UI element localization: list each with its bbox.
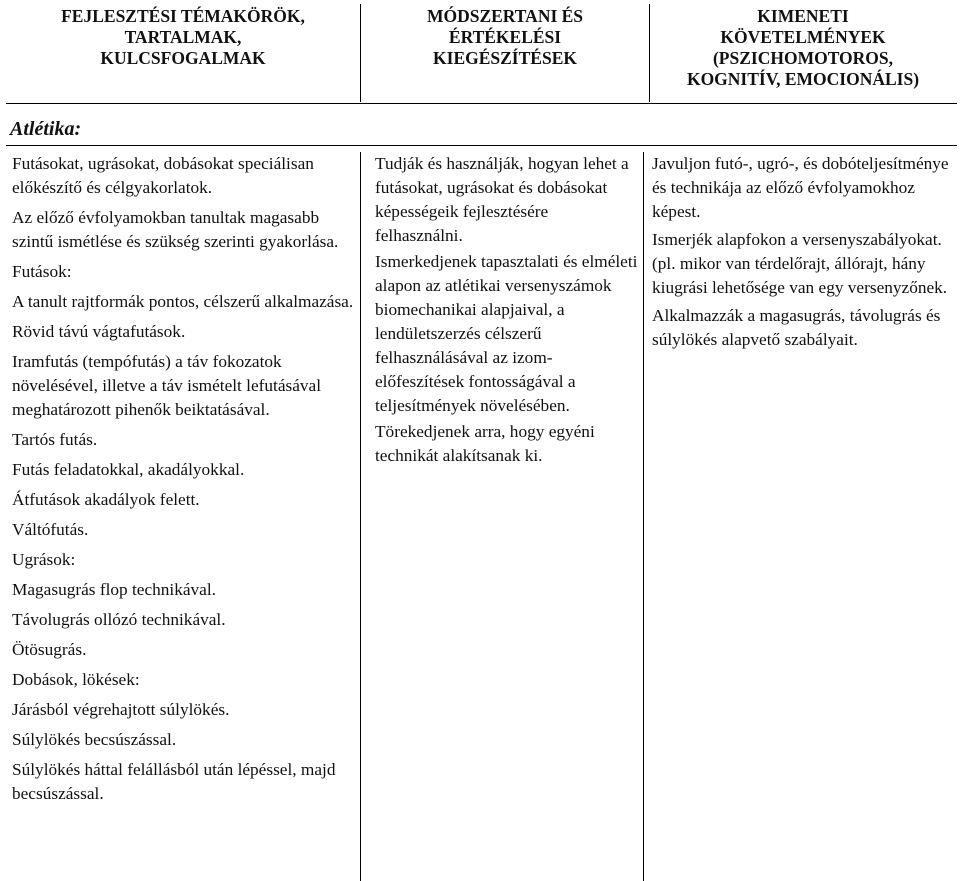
topic-item: Súlylökés becsúszással. xyxy=(12,730,177,749)
header-topics-line: KULCSFOGALMAK xyxy=(100,48,266,68)
topic-item: Ötösugrás. xyxy=(12,640,87,659)
topic-item: Futásokat, ugrásokat, dobásokat speciálisan előkészítő és célgyakorlatok. xyxy=(12,154,314,197)
topic-subheading: Dobások, lökések: xyxy=(12,670,140,689)
outcomes-column xyxy=(644,152,956,356)
header-methods xyxy=(360,4,650,102)
section-title: Atlétika: xyxy=(10,118,82,140)
method-item: Tudják és használják, hogyan lehet a futásokat, ugrásokat és dobásokat képességeik fejlesztésére felhasználni. xyxy=(375,154,629,245)
topic-item: Futás feladatokkal, akadályokkal. xyxy=(12,460,245,479)
topic-subheading: Ugrások: xyxy=(12,550,76,569)
outcome-item: Alkalmazzák a magasugrás, távolugrás és súlylökés alapvető szabályait. xyxy=(652,306,941,349)
table-header xyxy=(6,4,956,102)
outcome-item: Ismerjék alapfokon a versenyszabályokat. (pl. mikor van térdelőrajt, állórajt, hány kiugrási lehetősége van egy versenyzőnek. xyxy=(652,230,948,297)
topic-item: Váltófutás. xyxy=(12,520,89,539)
topic-item: Magasugrás flop technikával. xyxy=(12,580,216,599)
topic-item: Rövid távú vágtafutások. xyxy=(12,322,186,341)
topic-item: Távolugrás ollózó technikával. xyxy=(12,610,226,629)
topic-item: Iramfutás (tempófutás) a táv fokozatok növelésével, illetve a táv ismételt lefutásával meghatározott pihenők beiktatásával. xyxy=(12,352,322,419)
header-topics-line: FEJLESZTÉSI TÉMAKÖRÖK, xyxy=(61,6,305,26)
topic-item: Súlylökés háttal felállásból után lépéssel, majd becsúszással. xyxy=(12,760,336,803)
outcome-item: Javuljon futó-, ugró-, és dobóteljesítménye és technikája az előző évfolyamokhoz képest. xyxy=(652,154,949,221)
topic-item: A tanult rajtformák pontos, célszerű alkalmazása. xyxy=(12,292,354,311)
header-outcomes-line: (PSZICHOMOTOROS, xyxy=(712,48,894,68)
header-divider xyxy=(6,103,957,104)
header-outcomes-line: KOGNITÍV, EMOCIONÁLIS) xyxy=(686,69,920,89)
header-methods-line: ÉRTÉKELÉSI xyxy=(448,27,562,47)
header-outcomes-line: KIMENETI xyxy=(757,6,849,26)
method-item: Törekedjenek arra, hogy egyéni technikát alakítsanak ki. xyxy=(375,422,595,465)
topics-column xyxy=(6,152,360,881)
methods-column xyxy=(360,152,644,881)
header-methods-line: MÓDSZERTANI ÉS xyxy=(426,6,584,26)
topic-subheading: Futások: xyxy=(12,262,72,281)
topic-item: Járásból végrehajtott súlylökés. xyxy=(12,700,230,719)
header-outcomes xyxy=(650,4,956,102)
header-outcomes-line: KÖVETELMÉNYEK xyxy=(720,27,886,47)
section-divider xyxy=(6,145,957,146)
method-item: Ismerkedjenek tapasztalati és elméleti alapon az atlétikai versenyszámok biomechanikai alapjaival, a lendületszerzés célszerű felhasználásával az izom-előfeszítések fontosságával a teljesítmények növelésében. xyxy=(375,252,638,415)
topic-item: Tartós futás. xyxy=(12,430,98,449)
topic-item: Átfutások akadályok felett. xyxy=(12,490,200,509)
header-topics-line: TARTALMAK, xyxy=(124,27,242,47)
header-topics xyxy=(6,4,360,102)
header-methods-line: KIEGÉSZÍTÉSEK xyxy=(433,48,577,68)
topic-item: Az előző évfolyamokban tanultak magasabb szintű ismétlése és szükség szerinti gyakorlása. xyxy=(12,208,339,251)
